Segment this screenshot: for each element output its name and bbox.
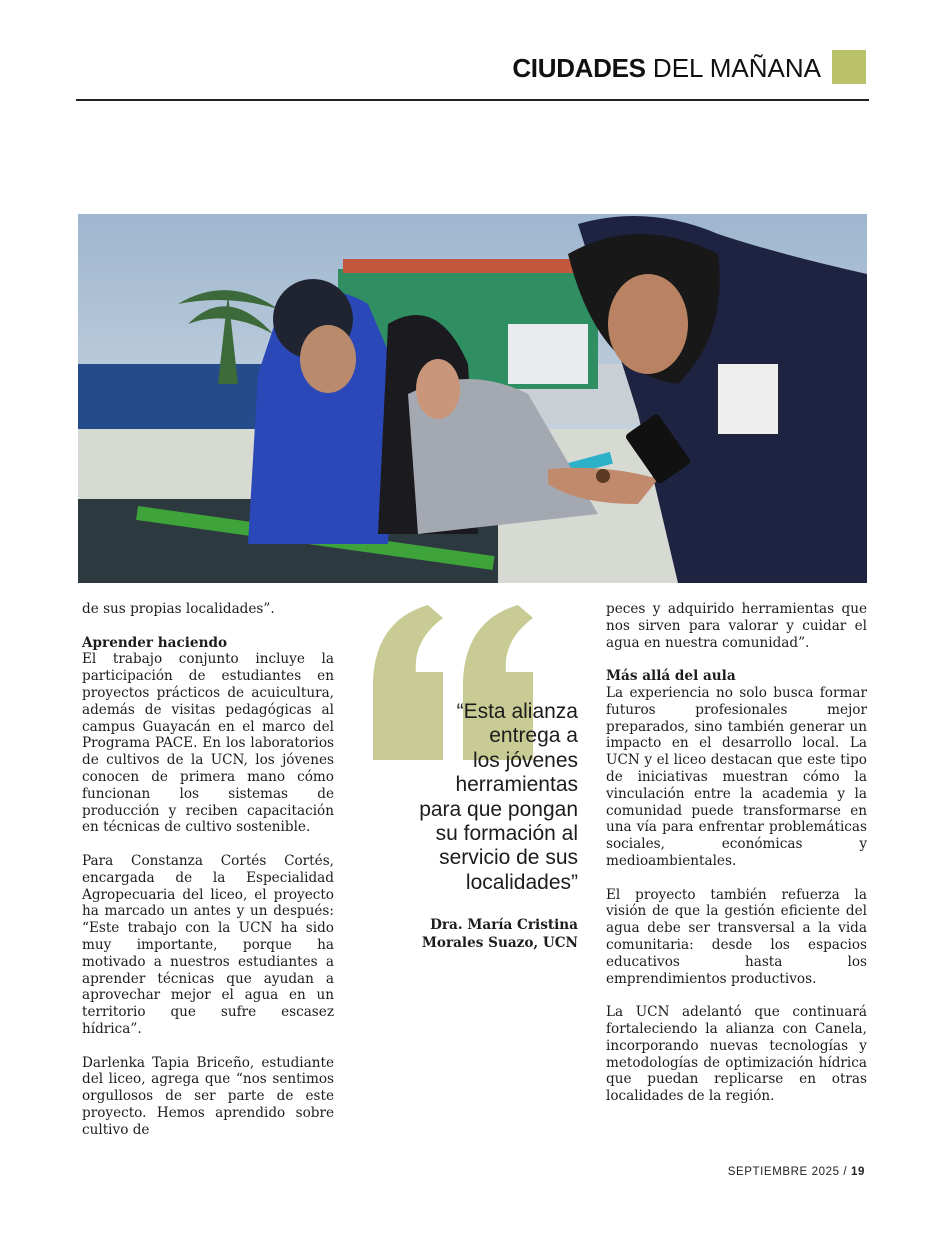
paragraph: Para Constanza Cortés Cortés, encargada de la Especialidad Agropecuaria del liceo, el proyecto ha marcado un antes y un después: “Este trabajo con la UCN ha sido muy importante, porque ha motivado a nuestros estudiantes a aprender técnicas que ayudan a aprovechar mejor el agua en un territorio que sufre escasez hídrica”. [82, 852, 334, 1037]
pull-quote-line: los jóvenes [472, 748, 578, 772]
pull-quote-line: localidades” [465, 870, 578, 894]
issue-date: SEPTIEMBRE 2025 [727, 1166, 840, 1178]
paragraph: La UCN adelantó que continuará fortaleciendo la alianza con Canela, incorporando nuevas tecnologías y metodologías de optimización hídrica que puedan replicarse en otras localidades de la región. [606, 1004, 867, 1105]
paragraph: de sus propias localidades”. [82, 601, 275, 617]
paragraph: La experiencia no solo busca formar futuros profesionales mejor preparados, sino también generar un impacto en el desarrollo local. La UCN y el liceo destacan que este tipo de iniciativas muestran cómo la vinculación entre la academia y la comunidad puede transformarse en una vía para enfrentar problemáticas sociales, económicas y medioambientales. [606, 684, 867, 869]
page-number: 19 [851, 1166, 865, 1178]
quote-author [378, 916, 578, 952]
left-column [82, 601, 334, 1139]
page-footer [728, 1166, 865, 1178]
paragraph: El trabajo conjunto incluye la participación de estudiantes en proyectos prácticos de acuicultura, además de visitas pedagógicas al campus Guayacán en el marco del Programa PACE. En los laboratorios de cultivos de la UCN, los jóvenes conocen de primera mano cómo funcionan los sistemas de producción y reciben capacitación en técnicas de cultivo sostenible. [82, 651, 334, 836]
subheading-aprender-haciendo: Aprender haciendo [82, 634, 228, 651]
pull-quote-line: herramientas [455, 773, 578, 797]
section-title [512, 50, 821, 86]
footer-separator: / [839, 1166, 851, 1178]
section-title-rest: DEL MAÑANA [645, 53, 821, 83]
pull-quote-line: su formación al [435, 822, 578, 846]
header-divider [76, 99, 869, 101]
right-column [606, 601, 867, 1105]
article-photo [78, 214, 867, 583]
pull-quote-line: servicio de sus [439, 846, 578, 870]
pull-quote-line: para que pongan [419, 797, 578, 821]
paragraph: El proyecto también refuerza la visión de que la gestión eficiente del agua debe ser transversal a la vida comunitaria: desde los espacios educativos hasta los emprendimientos productivos. [606, 886, 867, 987]
quote-author-line: Dra. María Cristina [430, 917, 578, 933]
paragraph: Darlenka Tapia Briceño, estudiante del liceo, agrega que “nos sentimos orgullosos de ser parte de este proyecto. Hemos aprendido sobre cultivo de [82, 1054, 334, 1138]
pull-quote-line: entrega a [489, 724, 578, 748]
section-accent-square [832, 50, 866, 84]
quote-author-line: Morales Suazo, UCN [421, 935, 578, 951]
subheading-mas-alla-del-aula: Más allá del aula [606, 668, 736, 685]
pull-quote [378, 700, 578, 895]
pull-quote-line: “Esta alianza [456, 700, 578, 723]
section-title-bold: CIUDADES [512, 53, 646, 83]
paragraph: peces y adquirido herramientas que nos sirven para valorar y cuidar el agua en nuestra comunidad”. [606, 601, 867, 651]
